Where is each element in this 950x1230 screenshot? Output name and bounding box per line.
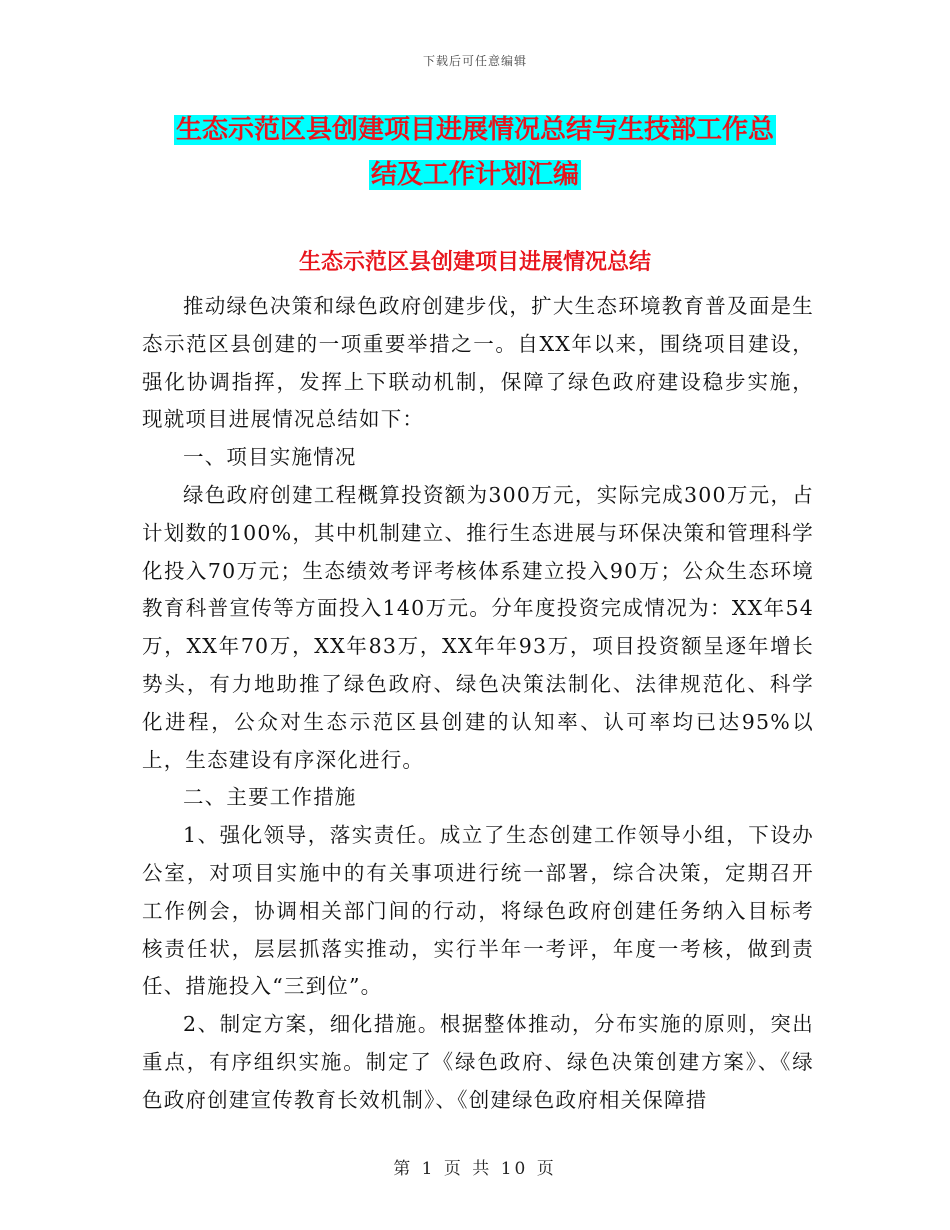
heading-main-measures: 二、主要工作措施 xyxy=(183,785,357,810)
document-title-line-1 xyxy=(0,110,950,150)
section-title: 生态示范区县创建项目进展情况总结 xyxy=(298,250,651,275)
page-footer: 第 1 页 共 10 页 xyxy=(393,1159,557,1179)
paragraph-measure-1: 1、强化领导，落实责任。成立了生态创建工作领导小组，下设办公室，对项目实施中的有关事项进行统一部署，综合决策，定期召开工作例会，协调相关部门间的行动，将绿色政府创建任务纳入目标考核责任状，层层抓落实推动，实行半年一考评，年度一考核，做到责任、措施投入“三到位”。 xyxy=(142,823,814,999)
body-text xyxy=(142,288,814,1120)
paragraph-investment: 绿色政府创建工程概算投资额为300万元，实际完成300万元，占计划数的100%，其中机制建立、推行生态进展与环保决策和管理科学化投入70万元；生态绩效考评考核体系建立投入90万；公众生态环境教育科普宣传等方面投入140万元。分年度投资完成情况为：XX年54万，XX年70万，XX年83万，XX年年93万，项目投资额呈逐年增长势头，有力地助推了绿色政府、绿色决策法制化、法律规范化、科学化进程，公众对生态示范区县创建的认知率、认可率均已达95%以上，生态建设有序深化进行。 xyxy=(142,482,814,772)
heading-project-implementation: 一、项目实施情况 xyxy=(183,445,357,470)
header-note: 下载后可任意编辑 xyxy=(422,54,527,68)
document-title-line-2 xyxy=(0,155,950,195)
paragraph-intro: 推动绿色决策和绿色政府创建步伐，扩大生态环境教育普及面是生态示范区县创建的一项重要举措之一。自XX年以来，围绕项目建设，强化协调指挥，发挥上下联动机制，保障了绿色政府建设稳步实施，现就项目进展情况总结如下： xyxy=(142,294,814,432)
document-title-line-1-text: 生态示范区县创建项目进展情况总结与生技部工作总 xyxy=(175,115,774,145)
paragraph-measure-2: 2、制定方案，细化措施。根据整体推动，分布实施的原则，突出重点，有序组织实施。制定了《绿色政府、绿色决策创建方案》、《绿色政府创建宣传教育长效机制》、《创建绿色政府相关保障措 xyxy=(142,1012,814,1112)
document-title-line-2-text: 结及工作计划汇编 xyxy=(370,160,579,190)
